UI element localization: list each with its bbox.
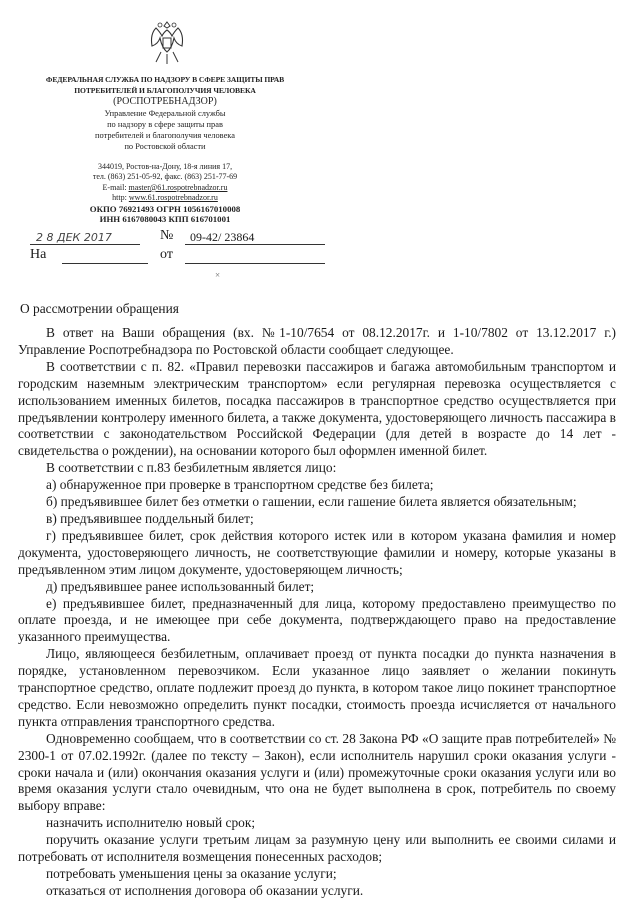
ot-label: от xyxy=(160,247,173,262)
paragraph-p83: В соответствии с п.83 безбилетным является лицо: xyxy=(46,460,337,476)
number-label: № xyxy=(160,228,174,243)
list-item-a: а) обнаруженное при проверке в транспортном средстве без билета; xyxy=(46,477,434,493)
letter-body xyxy=(18,325,616,900)
paragraph-law: Одновременно сообщаем, что в соответствии со ст. 28 Закона РФ «О защите прав потребителей» № 2300-1 от 07.02.1992г. (далее по тексту – Закон), если исполнитель нарушил сроки оказания услуги - сроки начала и (или) окончания оказания услуги и (или) промежуточные сроки оказания услуги или во время оказания услуги стало очевидным, что она не будет выполнена в срок, потребитель по своему выбору вправе: xyxy=(18,730,616,814)
registration-block xyxy=(30,228,330,268)
org-name-line2: ПОТРЕБИТЕЛЕЙ И БЛАГОПОЛУЧИЯ ЧЕЛОВЕКА xyxy=(74,86,256,95)
ot-field xyxy=(185,247,325,264)
org-name-line1: ФЕДЕРАЛЬНАЯ СЛУЖБА ПО НАДЗОРУ В СФЕРЕ ЗАЩИТЫ ПРАВ xyxy=(45,75,285,84)
right-item-2: поручить оказание услуги третьим лицам за разумную цену или выполнить ее своими силами и потребовать от исполнителя возмещения понесенных расходов; xyxy=(18,832,616,865)
registration-date: 2 8 ДЕК 2017 xyxy=(36,231,112,244)
right-item-1: назначить исполнителю новый срок; xyxy=(46,815,256,831)
org-abbreviation: (РОСПОТРЕБНАДЗОР) xyxy=(113,96,217,107)
list-item-v: в) предъявившее поддельный билет; xyxy=(46,510,254,526)
right-item-3: потребовать уменьшения цены за оказание услуги; xyxy=(46,866,337,881)
paragraph-p82: В соответствии с п. 82. «Правил перевозки пассажиров и багажа автомобильным транспортом и городским наземным электрическим транспортом» если регулярная перевозка осуществляется с использованием именных билетов, посадка пассажиров в транспортное средство осуществляется при предъявлении контролеру именного билета, а также документа, удостоверяющего личность пассажира в соответствии с законодательством Российской Федерации (для детей в возрасте до 14 лет - свидетельства о рождении), на основании которого был оформлен именной билет. xyxy=(18,358,616,459)
right-item-4: отказаться от исполнения договора об оказании услуги. xyxy=(46,882,364,898)
org-phone: тел. (863) 251-05-92, факс. (863) 251-77-69 xyxy=(92,172,238,182)
dept-line2: по надзору в сфере защиты прав xyxy=(107,120,223,129)
letterhead xyxy=(20,74,310,225)
letter-subject: О рассмотрении обращения xyxy=(20,301,179,316)
na-label: На xyxy=(30,247,47,262)
list-item-b: б) предъявившее билет без отметки о гашении, если гашение билета является обязательным; xyxy=(46,494,577,510)
paragraph-intro: В ответ на Ваши обращения (вх. №1-10/7654 от 08.12.2017г. и 1-10/7802 от 13.12.2017 г.) Управление Роспотребнадзора по Ростовской области сообщает следующее. xyxy=(18,325,616,357)
scan-mark: × xyxy=(215,270,221,280)
inn-kpp: ИНН 6167080043 КПП 616701001 xyxy=(99,214,231,225)
org-address: 344019, Ростов-на-Дону, 18-я линия 17, xyxy=(97,162,233,171)
dept-line3: потребителей и благополучия человека xyxy=(95,131,235,140)
http-label: http: xyxy=(112,193,129,203)
coat-of-arms-emblem xyxy=(148,18,186,68)
na-field xyxy=(62,247,148,264)
list-item-d: д) предъявившее ранее использованный билет; xyxy=(46,578,315,594)
list-item-e: е) предъявившее билет, предназначенный для лица, которому предоставлено преимущество по оплате проезда, и не имеющее при себе документа, подтверждающего право на предоставление указанного преимущества. xyxy=(18,595,616,645)
email-label: E-mail: xyxy=(102,182,129,192)
website-link[interactable]: www.61.rospotrebnadzor.ru xyxy=(128,193,218,203)
list-item-g: г) предъявившее билет, срок действия которого истек или в котором указана фамилия и номер документа, удостоверяющего личность, не соответствующие фамилии и номеру, которые указаны в предъявленном этим лицом документе, удостоверяющем личность; xyxy=(18,527,616,577)
dept-line1: Управление Федеральной службы xyxy=(104,109,226,118)
email-link[interactable]: master@61.rospotrebnadzor.ru xyxy=(128,182,228,192)
paragraph-ticketless: Лицо, являющееся безбилетным, оплачивает проезд от пункта посадки до пункта назначения в порядке, установленном перевозчиком. Если указанное лицо заявляет о желании покинуть транспортное средство, оплате подлежит проезд до пункта, в котором такое лицо покинет транспортное средство. Если невозможно определить пункт посадки, стоимость проезда исчисляется от начального пункта отправления транспортного средства. xyxy=(18,646,616,729)
registration-number: 09-42/ 23864 xyxy=(190,230,255,244)
okpo-ogrn: ОКПО 76921493 ОГРН 1056167010008 xyxy=(89,203,241,214)
dept-line4: по Ростовской области xyxy=(124,142,206,151)
